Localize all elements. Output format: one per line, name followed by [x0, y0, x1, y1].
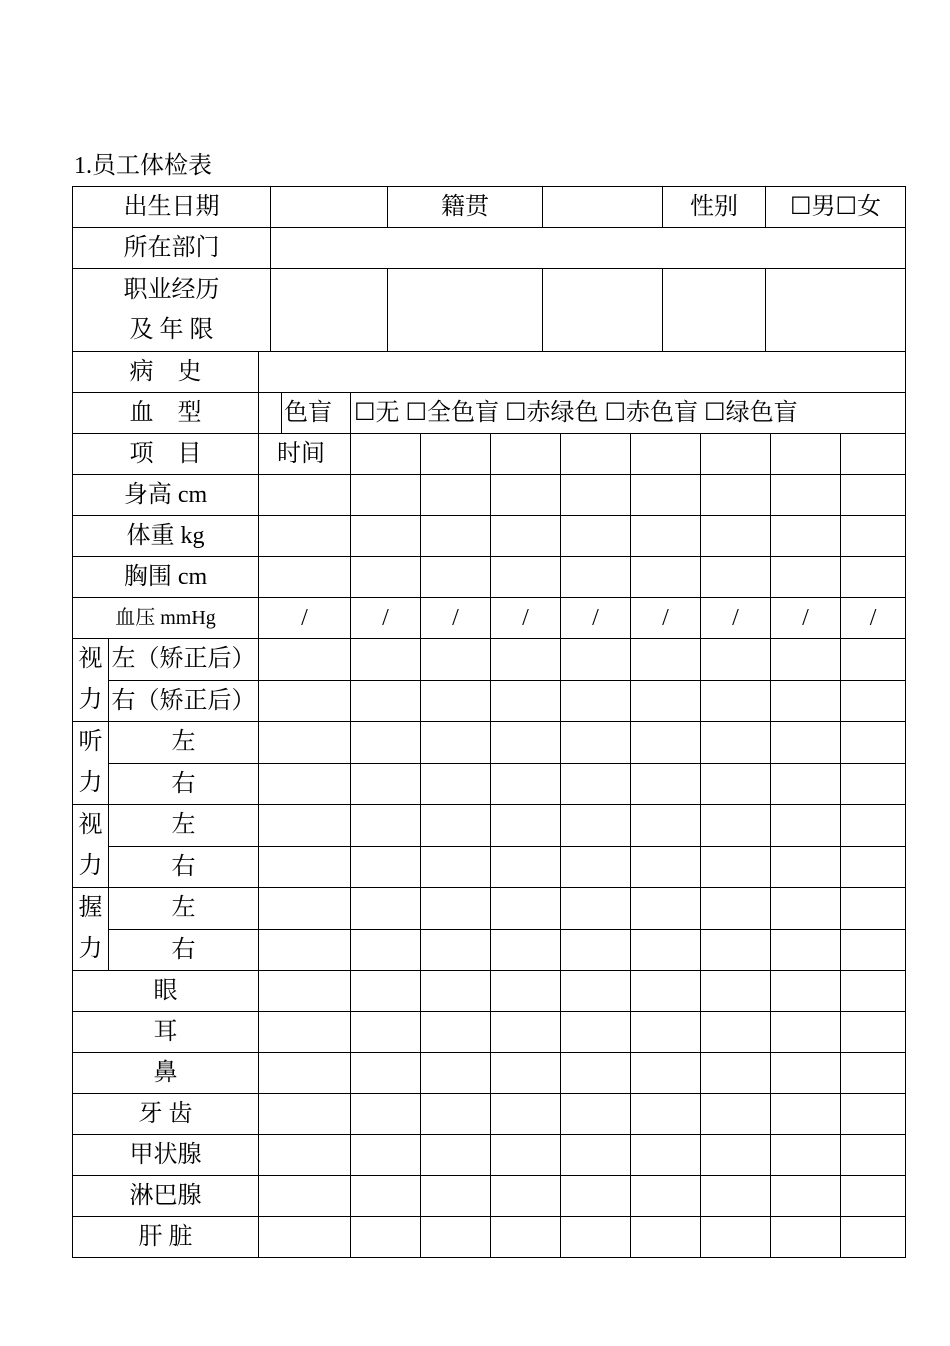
- exam-cell[interactable]: [351, 846, 421, 888]
- exam-cell[interactable]: [841, 680, 906, 722]
- exam-cell[interactable]: [771, 1094, 841, 1135]
- exam-cell[interactable]: [631, 1094, 701, 1135]
- grip-char2: 力: [78, 936, 103, 962]
- vision-b-char2: 力: [78, 853, 103, 879]
- exam-cell[interactable]: [491, 763, 561, 805]
- bp-cell[interactable]: /: [491, 598, 561, 639]
- exam-cell[interactable]: [771, 1176, 841, 1217]
- exam-cell[interactable]: [561, 1176, 631, 1217]
- exam-cell[interactable]: [351, 680, 421, 722]
- exam-cell[interactable]: [421, 639, 491, 681]
- bp-cell[interactable]: /: [771, 598, 841, 639]
- chest-cell[interactable]: [561, 557, 631, 598]
- exam-cell[interactable]: [771, 1135, 841, 1176]
- exam-cell[interactable]: [631, 680, 701, 722]
- time-cell[interactable]: [701, 434, 771, 475]
- exam-cell[interactable]: [701, 888, 771, 930]
- height-cell[interactable]: [421, 475, 491, 516]
- exam-cell[interactable]: [631, 639, 701, 681]
- exam-cell[interactable]: [561, 1094, 631, 1135]
- chest-cell[interactable]: [631, 557, 701, 598]
- chest-cell[interactable]: [841, 557, 906, 598]
- weight-cell[interactable]: [491, 516, 561, 557]
- weight-cell[interactable]: [701, 516, 771, 557]
- exam-cell[interactable]: [701, 1217, 771, 1258]
- weight-cell[interactable]: [351, 516, 421, 557]
- document-title: 1.员工体检表: [74, 153, 212, 179]
- hearing-char1: 听: [78, 729, 103, 755]
- exam-cell[interactable]: [421, 1217, 491, 1258]
- lymph-label: 淋巴腺: [73, 1176, 259, 1217]
- exam-cell[interactable]: [631, 1217, 701, 1258]
- height-cell[interactable]: [701, 475, 771, 516]
- exam-cell[interactable]: [561, 680, 631, 722]
- height-cell[interactable]: [841, 475, 906, 516]
- exam-cell[interactable]: [351, 805, 421, 847]
- exam-cell[interactable]: [259, 680, 351, 722]
- exam-cell[interactable]: [259, 1176, 351, 1217]
- exam-cell[interactable]: [561, 888, 631, 930]
- vision-b-group-label: [73, 805, 109, 888]
- exam-cell[interactable]: [259, 763, 351, 805]
- height-label: 身高 cm: [73, 475, 259, 516]
- exam-cell[interactable]: [491, 722, 561, 764]
- native-place-label: 籍贯: [388, 187, 543, 228]
- career-field-2[interactable]: [388, 269, 543, 352]
- exam-cell[interactable]: [771, 763, 841, 805]
- exam-cell[interactable]: [421, 1053, 491, 1094]
- exam-cell[interactable]: [561, 722, 631, 764]
- exam-cell[interactable]: [351, 1217, 421, 1258]
- weight-label: 体重 kg: [73, 516, 259, 557]
- career-label: [73, 269, 271, 352]
- exam-cell[interactable]: [421, 846, 491, 888]
- exam-cell[interactable]: [421, 971, 491, 1012]
- hearing-left-label: 左: [109, 722, 259, 764]
- exam-cell[interactable]: [421, 680, 491, 722]
- vision-right-corrected-label: 右（矫正后）: [109, 680, 259, 722]
- grip-right-label: 右: [109, 929, 259, 971]
- exam-cell[interactable]: [701, 1176, 771, 1217]
- exam-cell[interactable]: [491, 1094, 561, 1135]
- medical-history-label: 病 史: [73, 352, 259, 393]
- exam-cell[interactable]: [841, 722, 906, 764]
- color-blind-label: 色盲: [282, 393, 351, 434]
- career-label-line1: 职业经历: [123, 277, 220, 303]
- exam-cell[interactable]: [841, 1176, 906, 1217]
- exam-cell[interactable]: [771, 639, 841, 681]
- liver-label: 肝 脏: [73, 1217, 259, 1258]
- vision-a-char1: 视: [78, 646, 103, 672]
- exam-cell[interactable]: [631, 846, 701, 888]
- time-label: 时间: [259, 434, 351, 475]
- time-cell[interactable]: [631, 434, 701, 475]
- exam-cell[interactable]: [701, 971, 771, 1012]
- time-cell[interactable]: [561, 434, 631, 475]
- chest-cell[interactable]: [491, 557, 561, 598]
- height-cell[interactable]: [561, 475, 631, 516]
- career-field-4[interactable]: [663, 269, 766, 352]
- exam-cell[interactable]: [701, 1094, 771, 1135]
- chest-cell[interactable]: [701, 557, 771, 598]
- exam-cell[interactable]: [421, 763, 491, 805]
- exam-cell[interactable]: [841, 1217, 906, 1258]
- vision-b-char1: 视: [78, 812, 103, 838]
- time-cell[interactable]: [771, 434, 841, 475]
- exam-cell[interactable]: [421, 1094, 491, 1135]
- exam-cell[interactable]: [701, 639, 771, 681]
- exam-cell[interactable]: [259, 929, 351, 971]
- exam-cell[interactable]: [841, 763, 906, 805]
- item-label: 项 目: [73, 434, 259, 475]
- weight-cell[interactable]: [561, 516, 631, 557]
- time-cell[interactable]: [351, 434, 421, 475]
- career-field-3[interactable]: [543, 269, 663, 352]
- exam-cell[interactable]: [771, 929, 841, 971]
- exam-cell[interactable]: [561, 971, 631, 1012]
- bp-cell[interactable]: /: [421, 598, 491, 639]
- exam-cell[interactable]: [561, 805, 631, 847]
- chest-cell[interactable]: [421, 557, 491, 598]
- exam-cell[interactable]: [841, 929, 906, 971]
- exam-cell[interactable]: [421, 722, 491, 764]
- exam-cell[interactable]: [259, 1094, 351, 1135]
- exam-cell[interactable]: [561, 1053, 631, 1094]
- exam-cell[interactable]: [351, 929, 421, 971]
- exam-cell[interactable]: [421, 888, 491, 930]
- exam-cell[interactable]: [841, 1053, 906, 1094]
- exam-cell[interactable]: [259, 1012, 351, 1053]
- exam-cell[interactable]: [701, 805, 771, 847]
- native-place-field[interactable]: [543, 187, 663, 228]
- grip-left-label: 左: [109, 888, 259, 930]
- exam-cell[interactable]: [561, 846, 631, 888]
- department-label: 所在部门: [73, 228, 271, 269]
- exam-cell[interactable]: [421, 1135, 491, 1176]
- exam-cell[interactable]: [771, 805, 841, 847]
- exam-cell[interactable]: [841, 639, 906, 681]
- vision-a-char2: 力: [78, 687, 103, 713]
- blood-pressure-label: 血压 mmHg: [73, 598, 259, 639]
- color-blind-options[interactable]: ☐无 ☐全色盲 ☐赤绿色 ☐赤色盲 ☐绿色盲: [351, 393, 906, 434]
- exam-cell[interactable]: [351, 1053, 421, 1094]
- exam-cell[interactable]: [259, 1053, 351, 1094]
- exam-cell[interactable]: [631, 1135, 701, 1176]
- exam-cell[interactable]: [631, 805, 701, 847]
- exam-cell[interactable]: [259, 722, 351, 764]
- weight-cell[interactable]: [259, 516, 351, 557]
- exam-cell[interactable]: [491, 929, 561, 971]
- exam-cell[interactable]: [771, 1012, 841, 1053]
- height-cell[interactable]: [491, 475, 561, 516]
- gender-label: 性别: [663, 187, 766, 228]
- exam-cell[interactable]: [421, 1012, 491, 1053]
- bp-cell[interactable]: /: [841, 598, 906, 639]
- exam-cell[interactable]: [421, 1176, 491, 1217]
- chest-cell[interactable]: [351, 557, 421, 598]
- exam-cell[interactable]: [491, 846, 561, 888]
- exam-cell[interactable]: [841, 888, 906, 930]
- nose-label: 鼻: [73, 1053, 259, 1094]
- exam-cell[interactable]: [701, 1135, 771, 1176]
- gender-checkboxes[interactable]: ☐男☐女: [766, 187, 906, 228]
- weight-cell[interactable]: [631, 516, 701, 557]
- exam-cell[interactable]: [771, 1053, 841, 1094]
- exam-cell[interactable]: [631, 1012, 701, 1053]
- bp-cell[interactable]: /: [259, 598, 351, 639]
- exam-cell[interactable]: [631, 1053, 701, 1094]
- exam-cell[interactable]: [771, 971, 841, 1012]
- weight-cell[interactable]: [841, 516, 906, 557]
- height-cell[interactable]: [771, 475, 841, 516]
- bp-cell[interactable]: /: [631, 598, 701, 639]
- exam-cell[interactable]: [491, 1135, 561, 1176]
- birth-date-field[interactable]: [271, 187, 388, 228]
- grip-group-label: [73, 888, 109, 971]
- exam-cell[interactable]: [561, 929, 631, 971]
- career-field-1[interactable]: [271, 269, 388, 352]
- exam-cell[interactable]: [491, 1217, 561, 1258]
- exam-cell[interactable]: [351, 1012, 421, 1053]
- exam-cell[interactable]: [631, 763, 701, 805]
- exam-cell[interactable]: [631, 1176, 701, 1217]
- bp-cell[interactable]: /: [351, 598, 421, 639]
- exam-cell[interactable]: [259, 846, 351, 888]
- vision-a-group-label: [73, 639, 109, 722]
- exam-cell[interactable]: [771, 722, 841, 764]
- exam-cell[interactable]: [841, 971, 906, 1012]
- exam-cell[interactable]: [491, 805, 561, 847]
- exam-cell[interactable]: [491, 1053, 561, 1094]
- birth-date-label: 出生日期: [73, 187, 271, 228]
- exam-cell[interactable]: [491, 1012, 561, 1053]
- time-cell[interactable]: [491, 434, 561, 475]
- vision-right-label: 右: [109, 846, 259, 888]
- exam-cell[interactable]: [771, 888, 841, 930]
- grip-char1: 握: [78, 895, 103, 921]
- exam-cell[interactable]: [701, 929, 771, 971]
- exam-cell[interactable]: [561, 1135, 631, 1176]
- bp-cell[interactable]: /: [561, 598, 631, 639]
- exam-cell[interactable]: [701, 1012, 771, 1053]
- hearing-char2: 力: [78, 770, 103, 796]
- exam-cell[interactable]: [491, 639, 561, 681]
- exam-table: [72, 351, 906, 1258]
- exam-cell[interactable]: [631, 888, 701, 930]
- exam-cell[interactable]: [491, 1176, 561, 1217]
- chest-cell[interactable]: [259, 557, 351, 598]
- exam-cell[interactable]: [771, 846, 841, 888]
- exam-cell[interactable]: [841, 1012, 906, 1053]
- chest-cell[interactable]: [771, 557, 841, 598]
- vision-left-corrected-label: 左（矫正后）: [109, 639, 259, 681]
- chest-label: 胸围 cm: [73, 557, 259, 598]
- exam-cell[interactable]: [351, 763, 421, 805]
- exam-cell[interactable]: [491, 888, 561, 930]
- department-field[interactable]: [271, 228, 906, 269]
- exam-cell[interactable]: [259, 971, 351, 1012]
- weight-cell[interactable]: [771, 516, 841, 557]
- career-label-line2: 及 年 限: [129, 317, 214, 343]
- exam-cell[interactable]: [841, 846, 906, 888]
- bp-cell[interactable]: /: [701, 598, 771, 639]
- hearing-group-label: [73, 722, 109, 805]
- exam-cell[interactable]: [631, 971, 701, 1012]
- time-cell[interactable]: [841, 434, 906, 475]
- hearing-right-label: 右: [109, 763, 259, 805]
- exam-cell[interactable]: [631, 929, 701, 971]
- height-cell[interactable]: [259, 475, 351, 516]
- exam-cell[interactable]: [561, 763, 631, 805]
- exam-cell[interactable]: [351, 639, 421, 681]
- blood-type-label: 血 型: [73, 393, 259, 434]
- exam-cell[interactable]: [351, 1094, 421, 1135]
- exam-cell[interactable]: [701, 846, 771, 888]
- exam-cell[interactable]: [771, 1217, 841, 1258]
- exam-cell[interactable]: [259, 1135, 351, 1176]
- exam-cell[interactable]: [771, 680, 841, 722]
- vision-left-label: 左: [109, 805, 259, 847]
- exam-cell[interactable]: [561, 639, 631, 681]
- exam-cell[interactable]: [259, 639, 351, 681]
- exam-cell[interactable]: [701, 722, 771, 764]
- career-field-5[interactable]: [766, 269, 906, 352]
- ear-label: 耳: [73, 1012, 259, 1053]
- blood-type-field[interactable]: [259, 393, 282, 434]
- exam-cell[interactable]: [841, 805, 906, 847]
- exam-cell[interactable]: [351, 1176, 421, 1217]
- exam-cell[interactable]: [421, 805, 491, 847]
- exam-cell[interactable]: [351, 888, 421, 930]
- exam-cell[interactable]: [701, 680, 771, 722]
- exam-cell[interactable]: [351, 971, 421, 1012]
- exam-cell[interactable]: [561, 1012, 631, 1053]
- exam-cell[interactable]: [561, 1217, 631, 1258]
- thyroid-label: 甲状腺: [73, 1135, 259, 1176]
- exam-cell[interactable]: [491, 971, 561, 1012]
- exam-cell[interactable]: [421, 929, 491, 971]
- teeth-label: 牙 齿: [73, 1094, 259, 1135]
- exam-cell[interactable]: [701, 763, 771, 805]
- exam-cell[interactable]: [701, 1053, 771, 1094]
- height-cell[interactable]: [351, 475, 421, 516]
- medical-history-field[interactable]: [259, 352, 906, 393]
- personal-info-table: [72, 186, 906, 352]
- height-cell[interactable]: [631, 475, 701, 516]
- exam-cell[interactable]: [351, 722, 421, 764]
- exam-cell[interactable]: [259, 805, 351, 847]
- exam-cell[interactable]: [841, 1094, 906, 1135]
- eye-label: 眼: [73, 971, 259, 1012]
- exam-cell[interactable]: [351, 1135, 421, 1176]
- exam-cell[interactable]: [631, 722, 701, 764]
- time-cell[interactable]: [421, 434, 491, 475]
- exam-cell[interactable]: [841, 1135, 906, 1176]
- weight-cell[interactable]: [421, 516, 491, 557]
- exam-cell[interactable]: [491, 680, 561, 722]
- exam-cell[interactable]: [259, 1217, 351, 1258]
- exam-cell[interactable]: [259, 888, 351, 930]
